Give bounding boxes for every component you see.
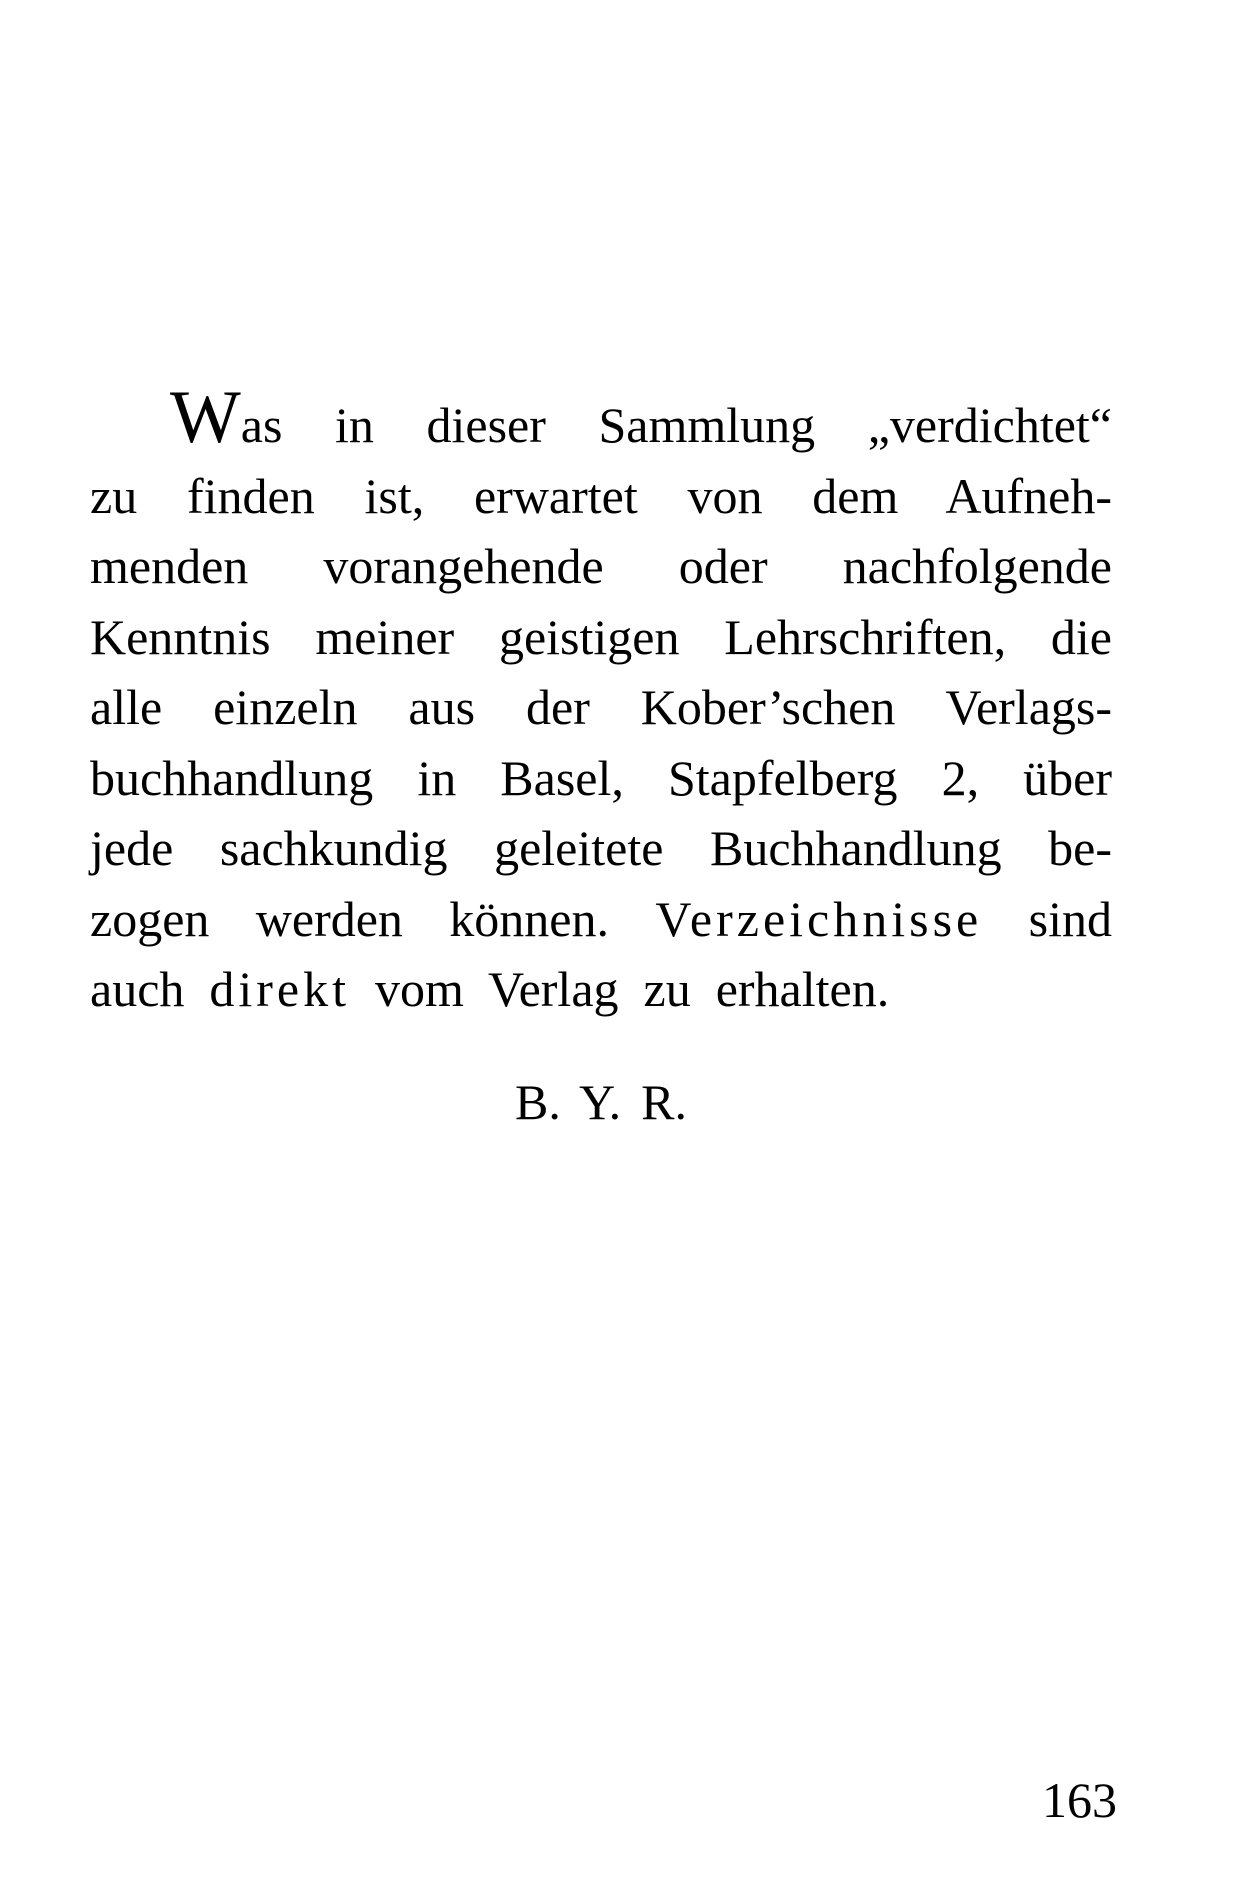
paragraph-line-9-post: vom Verlag zu erhalten. [350,961,890,1017]
emphasized-word-direkt: direkt [209,961,351,1017]
paragraph-line-1 [90,376,1112,461]
paragraph-line-6: buchhandlung in Basel, Stapfelberg 2, über [90,749,1112,806]
emphasized-word-verzeichnisse: Verzeichnisse [655,890,983,947]
paragraph-line-7: jede sachkundig geleitete Buchhandlung be- [90,820,1112,876]
paragraph-line-9-pre: auch [90,961,210,1017]
drop-cap-initial: W [170,376,241,459]
page-number: 163 [1042,1772,1117,1828]
paragraph-line-4: Kenntnis meiner geistigen Lehrschriften, die [90,608,1112,665]
author-initials: B. Y. R. [514,1073,687,1130]
paragraph-line-9 [90,954,1112,1025]
paragraph-line-2: zu finden ist, erwartet von dem Aufneh- [90,467,1112,524]
paragraph-line-8 [90,884,1112,955]
paragraph-line-3: menden vorangehende oder nachfolgende [90,538,1112,594]
paragraph [90,376,1112,1137]
paragraph-line-8-pre: zogen werden können. [90,890,656,947]
paragraph-line-5: alle einzeln aus der Kober’schen Verlags- [90,679,1112,735]
paragraph-line-1-text: as in dieser Sammlung „verdichtet“ [240,397,1112,453]
paragraph-line-8-post: sind [982,890,1112,947]
